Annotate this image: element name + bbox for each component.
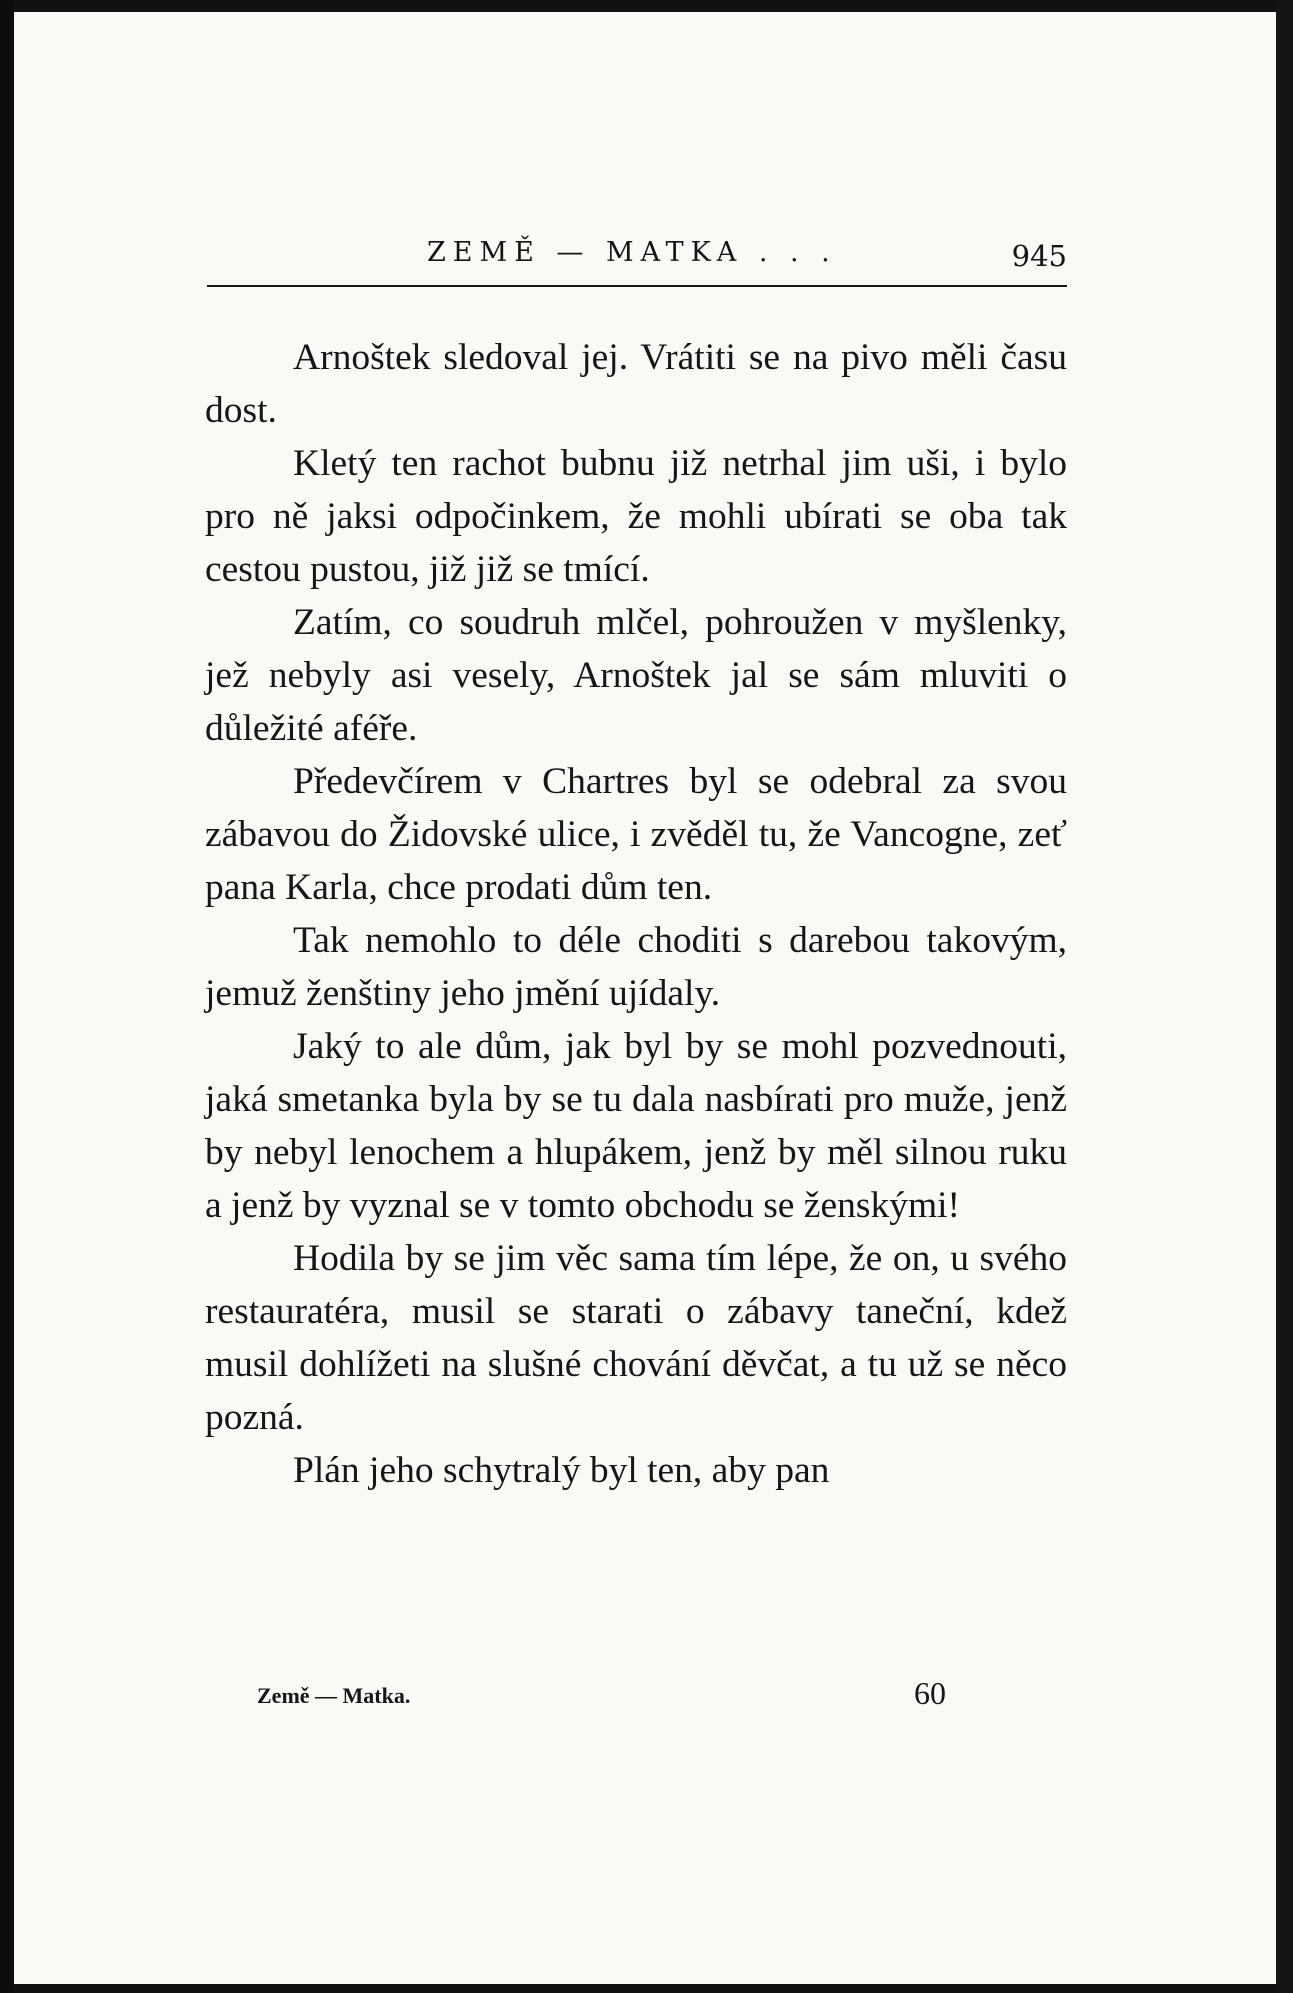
page-number: 945 [1011,239,1067,273]
scan-edge-left [0,0,14,1993]
running-title: ZEMĚ — MATKA . . . [427,237,837,268]
paragraph: Předevčírem v Chartres byl se odebral za svou zábavou do Židovské ulice, i zvěděl tu, že Vancogne, zeť pana Karla, chce prodati dům ten. [205,761,1067,908]
paragraph: Hodila by se jim věc sama tím lépe, že on, u svého restauratéra, musil se starati o zábavy taneční, kdež musil dohlížeti na slušné chování děvčat, a tu už se něco pozná. [205,1238,1067,1438]
body-text [205,331,1067,1497]
signature-mark: Země — Matka. [257,1683,411,1708]
paragraph: Kletý ten rachot bubnu již netrhal jim uši, i bylo pro ně jaksi odpočinkem, že mohli ubírati se oba tak cestou pustou, již již se tmící. [205,443,1067,590]
page-header [207,229,1067,287]
paragraph: Jaký to ale dům, jak byl by se mohl pozvednouti, jaká smetanka byla by se tu dala nasbírati pro muže, jenž by nebyl lenochem a hlupákem, jenž by měl silnou ruku a jenž by vyznal se v tomto obchodu se ženskými! [205,1026,1067,1226]
scan-edge-right [1276,0,1293,1993]
sheet-number: 60 [914,1675,946,1711]
paragraph: Zatím, co soudruh mlčel, pohroužen v myšlenky, jež nebyly asi vesely, Arnoštek jal se sám mluviti o důležité aféře. [205,602,1067,749]
paragraph: Arnoštek sledoval jej. Vrátiti se na pivo měli času dost. [205,337,1067,431]
paragraph: Tak nemohlo to déle choditi s darebou takovým, jemuž ženštiny jeho jmění ujídaly. [205,920,1067,1014]
paragraph: Plán jeho schytralý byl ten, aby pan [293,1450,830,1491]
